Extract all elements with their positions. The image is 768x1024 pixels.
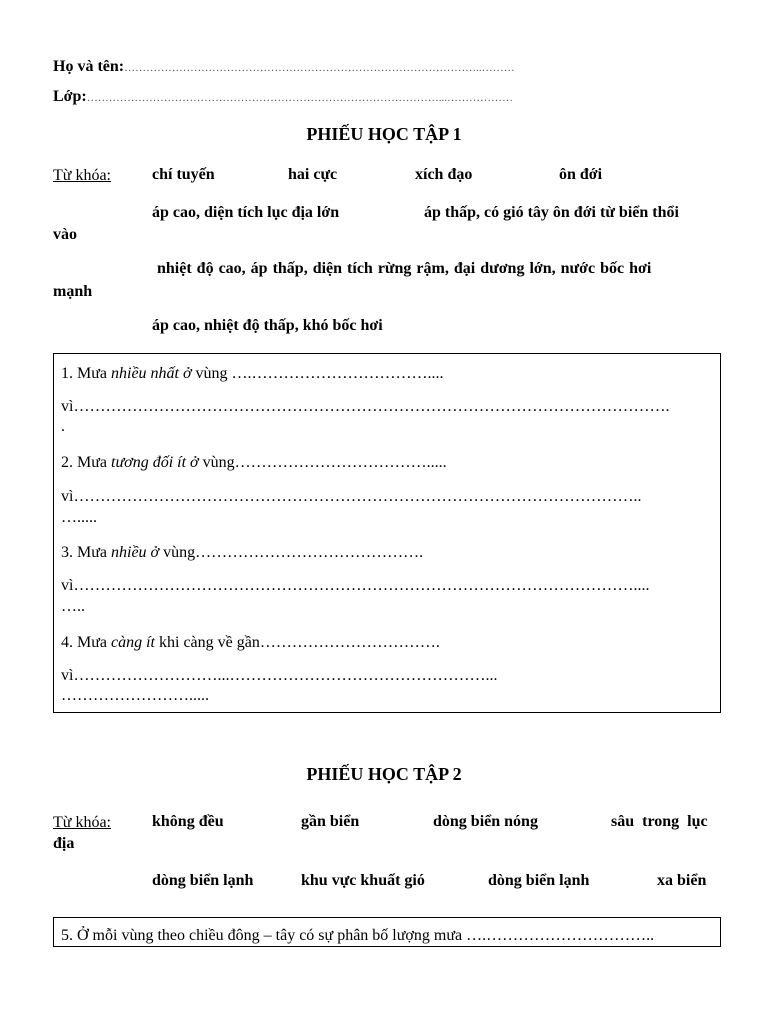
- question-text: 4. Mưa: [61, 634, 111, 651]
- question-2: [61, 453, 447, 473]
- question-emphasis: tương đối ít ở: [111, 454, 199, 471]
- keyword: hai cực: [288, 166, 338, 183]
- keyword: xích đạo: [415, 166, 473, 183]
- keyword: khu vực khuất gió: [301, 872, 425, 889]
- keyword: xa biển: [657, 872, 707, 889]
- sheet2-keyword-label: Từ khóa:: [53, 814, 111, 831]
- reason-4[interactable]: vì………………………...…………………………………………...: [61, 667, 498, 684]
- question-emphasis: nhiều nhất ở: [111, 365, 192, 382]
- reason-2-wrap: ….....: [61, 509, 97, 526]
- keyword: không đều: [152, 813, 224, 830]
- question-emphasis: nhiều ở: [111, 544, 160, 561]
- answer-blank[interactable]: vùng…………………………………….: [159, 544, 424, 561]
- sheet2-answer-box: [53, 917, 721, 947]
- sheet1-keyword-label: Từ khóa:: [53, 167, 111, 184]
- keyword: nhiệt độ cao, áp thấp, diện tích rừng rậm, đại dương lớn, nước bốc hơi: [157, 260, 652, 277]
- sheet2-title: PHIẾU HỌC TẬP 2: [306, 764, 462, 784]
- keyword: áp thấp, có gió tây ôn đới từ biển thổi: [424, 204, 679, 221]
- name-dots: ……………………………………………………………………………………..………: [124, 62, 515, 74]
- question-4: [61, 633, 440, 653]
- answer-blank[interactable]: vùng……………………………….....: [198, 454, 447, 471]
- keyword: ôn đới: [559, 166, 603, 183]
- question-5[interactable]: 5. Ở mỗi vùng theo chiều đông – tây có sự phân bố lượng mưa ….…………………………..: [61, 927, 655, 944]
- sheet1-answer-box: [53, 353, 721, 713]
- question-emphasis: càng ít: [111, 634, 155, 651]
- keyword: áp cao, diện tích lục địa lớn: [152, 204, 340, 221]
- class-label: Lớp:: [53, 88, 87, 105]
- keyword: gần biển: [301, 813, 360, 830]
- reason-3[interactable]: vì……………………………………………………………………………………………....: [61, 577, 650, 594]
- reason-2[interactable]: vì……………………………………………………………………………………………..: [61, 488, 642, 505]
- keyword-wrap: địa: [53, 835, 75, 852]
- question-3: [61, 543, 423, 563]
- question-text: 1. Mưa: [61, 365, 111, 382]
- keyword: sâu trong lục: [611, 813, 708, 830]
- keyword: áp cao, nhiệt độ thấp, khó bốc hơi: [152, 317, 383, 334]
- keyword: dòng biển lạnh: [152, 872, 254, 889]
- reason-4-wrap: …………………….....: [61, 687, 209, 704]
- reason-1-wrap: .: [61, 418, 65, 435]
- name-line: [53, 57, 515, 78]
- question-1: [61, 364, 444, 384]
- reason-1[interactable]: vì………………………………………………………………………………………………….: [61, 398, 670, 415]
- class-line: [53, 87, 513, 108]
- keyword: dòng biển nóng: [433, 813, 538, 830]
- reason-3-wrap: …..: [61, 598, 85, 615]
- sheet1-title: PHIẾU HỌC TẬP 1: [306, 124, 462, 144]
- answer-blank[interactable]: vùng ….……………………………....: [191, 365, 444, 382]
- keyword: dòng biển lạnh: [488, 872, 590, 889]
- question-text: 3. Mưa: [61, 544, 111, 561]
- keyword-wrap: mạnh: [53, 283, 93, 300]
- answer-blank[interactable]: khi càng về gần…………………………….: [155, 634, 440, 651]
- question-text: 2. Mưa: [61, 454, 111, 471]
- name-label: Họ và tên:: [53, 58, 125, 75]
- class-dots: ……………………………………………………………………………………...………………: [86, 92, 514, 104]
- keyword-wrap: vào: [53, 226, 77, 243]
- keyword: chí tuyến: [152, 166, 215, 183]
